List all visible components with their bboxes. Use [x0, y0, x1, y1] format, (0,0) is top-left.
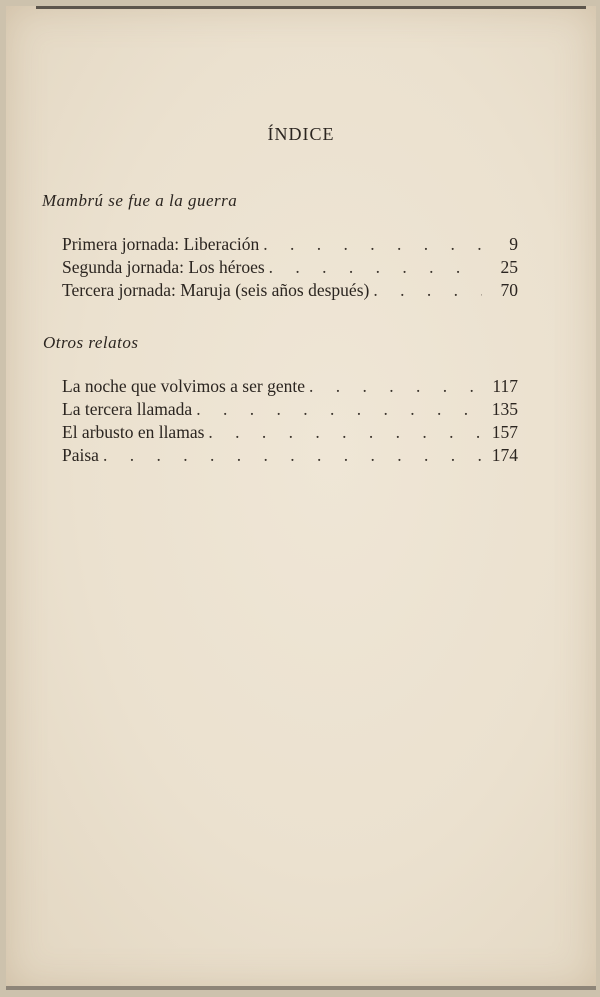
entry-label: Segunda jornada: Los héroes: [62, 257, 265, 277]
dot-leader: [259, 234, 482, 255]
page-title: ÍNDICE: [267, 124, 335, 144]
entry-label: Tercera jornada: Maruja (seis años después): [62, 280, 370, 300]
entry-page-number: 9: [509, 234, 518, 254]
section-title-otros: Otros relatos: [43, 333, 139, 352]
toc-entry: [62, 257, 518, 280]
dot-leader: [265, 257, 482, 278]
dot-leader: [369, 280, 482, 301]
entry-page-number: 174: [491, 445, 518, 465]
toc-entry: [62, 399, 518, 422]
page-top-edge: [36, 6, 586, 9]
entry-page-number: 70: [500, 280, 518, 300]
entry-page-number: 157: [491, 422, 518, 442]
toc-entry: [62, 280, 518, 303]
entry-label: Primera jornada: Liberación: [62, 234, 260, 254]
section-title-mambru: Mambrú se fue a la guerra: [42, 191, 238, 210]
page-bottom-edge: [6, 986, 596, 990]
dot-leader: [204, 422, 482, 443]
toc-entry: [62, 445, 518, 468]
entry-page-number: 25: [500, 257, 518, 277]
dot-leader: [192, 399, 482, 420]
toc-list-otros: [62, 376, 518, 468]
entry-label: Paisa: [62, 445, 99, 465]
dot-leader: [99, 445, 482, 466]
toc-entry: [62, 422, 518, 445]
book-page: [6, 6, 596, 990]
toc-list-mambru: [62, 234, 518, 303]
entry-page-number: 117: [492, 376, 518, 396]
entry-page-number: 135: [491, 399, 518, 419]
dot-leader: [305, 376, 482, 397]
toc-entry: [62, 234, 518, 257]
entry-label: La tercera llamada: [62, 399, 193, 419]
entry-label: El arbusto en llamas: [62, 422, 205, 442]
toc-entry: [62, 376, 518, 399]
entry-label: La noche que volvimos a ser gente: [62, 376, 305, 396]
